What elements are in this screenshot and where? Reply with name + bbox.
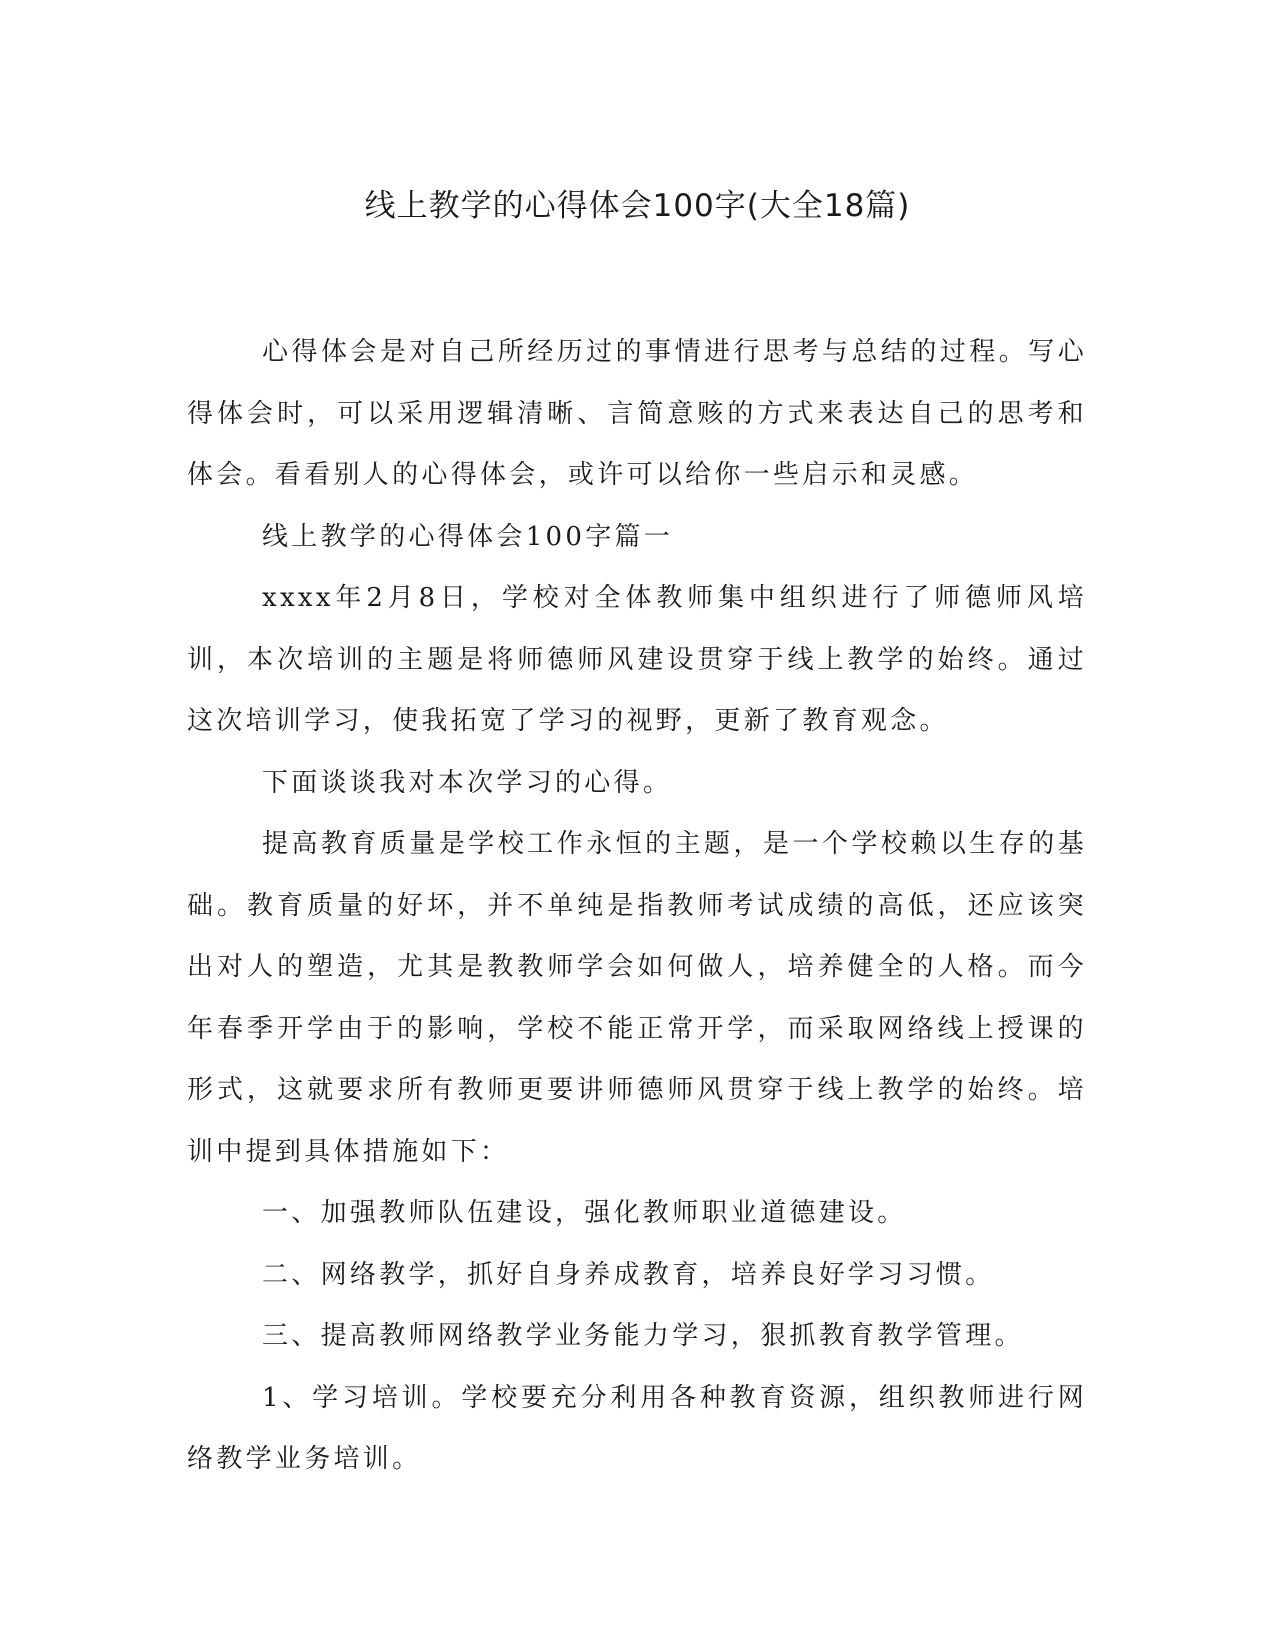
section-heading-1: 线上教学的心得体会100字篇一 — [262, 521, 674, 552]
paragraph-intro: 心得体会是对自己所经历过的事情进行思考与总结的过程。写心得体会时，可以采用逻辑清晰、言简意赅的方式来表达自己的思考和体会。看看别人的心得体会，或许可以给你一些启示和灵感。 — [187, 337, 1087, 490]
paragraph-lead-in: 下面谈谈我对本次学习的心得。 — [262, 767, 673, 798]
list-item-1: 一、加强教师队伍建设，强化教师职业道德建设。 — [262, 1198, 907, 1228]
paragraph-quality: 提高教育质量是学校工作永恒的主题，是一个学校赖以生存的基础。教育质量的好坏，并不单纯是指教师考试成绩的高低，还应该突出对人的塑造，尤其是教教师学会如何做人，培养健全的人格。而今年春季开学由于的影响，学校不能正常开学，而采取网络线上授课的形式，这就要求所有教师更要讲师德师风贯穿于线上教学的始终。培训中提到具体措施如下： — [187, 829, 1087, 1167]
document-body — [187, 322, 1087, 1491]
document-title: 线上教学的心得体会100字(大全18篇) — [364, 188, 911, 224]
list-item-2: 二、网络教学，抓好自身养成教育，培养良好学习习惯。 — [262, 1259, 995, 1290]
sub-item-1: 1、学习培训。学校要充分利用各种教育资源，组织教师进行网络教学业务培训。 — [187, 1382, 1087, 1474]
list-item-3: 三、提高教师网络教学业务能力学习，狠抓教育教学管理。 — [262, 1321, 1024, 1351]
paragraph-training: xxxx年2月8日，学校对全体教师集中组织进行了师德师风培训，本次培训的主题是将师德师风建设贯穿于线上教学的始终。通过这次培训学习，使我拓宽了学习的视野，更新了教育观念。 — [187, 583, 1087, 736]
